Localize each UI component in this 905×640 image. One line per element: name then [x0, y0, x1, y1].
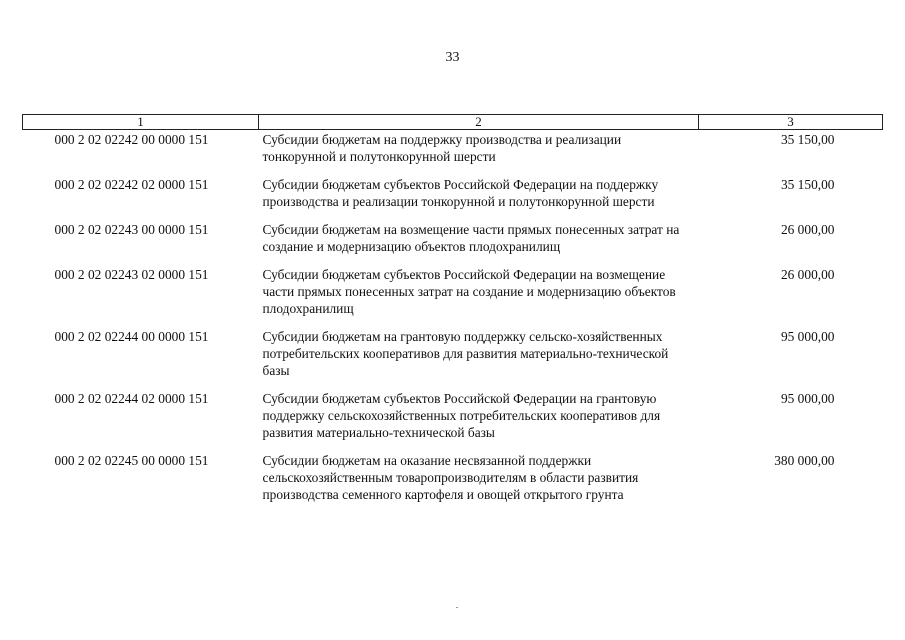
row-code: 000 2 02 02242 02 0000 151 — [54, 177, 209, 192]
scan-speck — [456, 607, 458, 608]
row-amount: 95 000,00 — [780, 329, 835, 344]
row-description: Субсидии бюджетам субъектов Российской Федерации на поддержку производства и реализации тонкорунной и полутонкорунной шерсти — [262, 177, 659, 209]
row-amount: 26 000,00 — [780, 222, 835, 237]
row-code: 000 2 02 02243 02 0000 151 — [54, 267, 209, 282]
row-description: Субсидии бюджетам на поддержку производства и реализации тонкорунной и полутонкорунной шерсти — [262, 132, 622, 164]
table-row — [23, 452, 883, 514]
row-code: 000 2 02 02244 00 0000 151 — [54, 329, 209, 344]
row-description: Субсидии бюджетам субъектов Российской Федерации на грантовую поддержку сельскохозяйственных потребительских кооперативов для развития материально-технической базы — [262, 391, 661, 440]
row-amount: 95 000,00 — [780, 391, 835, 406]
table-header — [23, 115, 883, 130]
row-code: 000 2 02 02242 00 0000 151 — [54, 132, 209, 147]
row-amount: 35 150,00 — [780, 132, 835, 147]
row-description: Субсидии бюджетам субъектов Российской Федерации на возмещение части прямых понесенных затрат на создание и модернизацию объектов плодохранилищ — [262, 267, 676, 316]
column-header-1: 1 — [23, 115, 259, 130]
row-description: Субсидии бюджетам на оказание несвязанной поддержки сельскохозяйственным товаропроизводителям в области развития производства семенного картофеля и овощей открытого грунта — [262, 453, 639, 502]
column-header-2: 2 — [259, 115, 699, 130]
row-amount: 35 150,00 — [780, 177, 835, 192]
table-row — [23, 390, 883, 452]
row-amount: 26 000,00 — [780, 267, 835, 282]
page-number: 33 — [445, 50, 460, 65]
row-code: 000 2 02 02244 02 0000 151 — [54, 391, 209, 406]
table-row — [23, 130, 883, 177]
table-body — [23, 130, 883, 515]
column-header-3: 3 — [699, 115, 883, 130]
row-code: 000 2 02 02245 00 0000 151 — [54, 453, 209, 468]
table-row — [23, 266, 883, 328]
row-code: 000 2 02 02243 00 0000 151 — [54, 222, 209, 237]
header-row — [23, 115, 883, 130]
row-description: Субсидии бюджетам на возмещение части прямых понесенных затрат на создание и модернизацию объектов плодохранилищ — [262, 222, 680, 254]
table-row — [23, 328, 883, 390]
row-amount: 380 000,00 — [774, 453, 835, 468]
budget-table — [22, 114, 883, 514]
row-description: Субсидии бюджетам на грантовую поддержку сельско-хозяйственных потребительских кооперативов для развития материально-технической базы — [262, 329, 669, 378]
table-row — [23, 176, 883, 221]
table-row — [23, 221, 883, 266]
